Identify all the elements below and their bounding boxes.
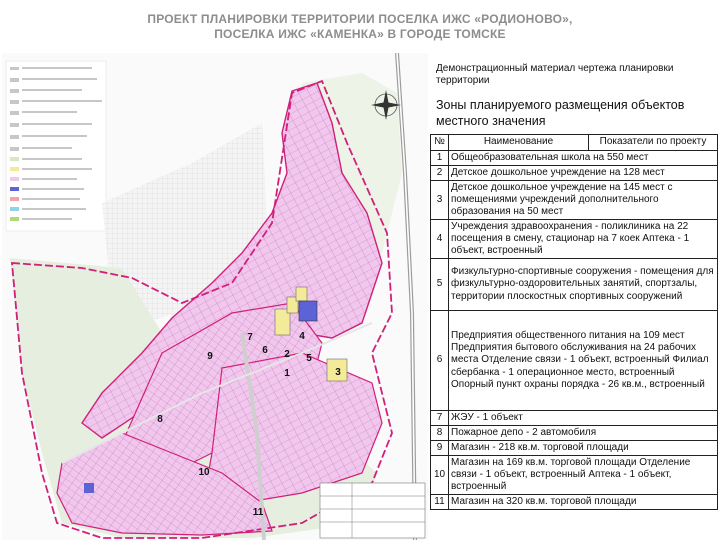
map-title-block xyxy=(320,483,425,538)
table-row xyxy=(431,259,718,311)
table-row xyxy=(431,456,718,495)
planning-map xyxy=(2,53,428,540)
map-label-8: 8 xyxy=(157,414,163,425)
objects-table xyxy=(430,134,718,510)
table-row xyxy=(431,220,718,259)
plot-sports xyxy=(299,301,317,321)
col-name-header: Наименование xyxy=(449,135,589,151)
row-text: Детское дошкольное учреждение на 128 мест xyxy=(449,166,718,181)
row-number: 8 xyxy=(431,426,449,441)
map-label-4: 4 xyxy=(299,331,305,342)
row-text: Предприятия общественного питания на 109 мест Предприятия бытового обслуживания на 24 рабочих места Отделение связи - 1 объект, встроенный Филиал сбербанка - 1 операционное место, встроенный Опорный пункт охраны порядка - 26 кв.м., встроенный xyxy=(449,311,718,411)
row-text: Магазин на 320 кв.м. торговой площади xyxy=(449,495,718,510)
table-row xyxy=(431,495,718,510)
map-label-2: 2 xyxy=(284,349,290,360)
row-text: Общеобразовательная школа на 550 мест xyxy=(449,151,718,166)
demo-note: Демонстрационный материал чертежа планировки территории xyxy=(436,63,674,86)
row-text: Магазин на 169 кв.м. торговой площади Отделение связи - 1 объект, встроенный Аптека - 1 объект, встроенный xyxy=(449,456,718,495)
col-indicators-header: Показатели по проекту xyxy=(589,135,718,151)
row-text: ЖЭУ - 1 объект xyxy=(449,411,718,426)
map-label-5: 5 xyxy=(306,353,312,364)
row-number: 3 xyxy=(431,181,449,220)
row-number: 9 xyxy=(431,441,449,456)
zones-heading: Зоны планируемого размещения объектов местного значения xyxy=(436,98,685,128)
document-header xyxy=(0,0,720,52)
row-text: Магазин - 218 кв.м. торговой площади xyxy=(449,441,718,456)
title-line-1: ПРОЕКТ ПЛАНИРОВКИ ТЕРРИТОРИИ ПОСЕЛКА ИЖС «РОДИОНОВО», xyxy=(147,12,573,26)
col-number-header: № xyxy=(431,135,449,151)
table-row xyxy=(431,311,718,411)
map-label-10: 10 xyxy=(198,467,210,478)
row-number: 11 xyxy=(431,495,449,510)
plot-clinic xyxy=(296,287,307,301)
table-header-row xyxy=(431,135,718,151)
table-row xyxy=(431,411,718,426)
map-label-7: 7 xyxy=(247,332,253,343)
row-number: 7 xyxy=(431,411,449,426)
row-number: 5 xyxy=(431,259,449,311)
plot-store-south xyxy=(84,483,94,493)
row-text: Пожарное депо - 2 автомобиля xyxy=(449,426,718,441)
row-number: 4 xyxy=(431,220,449,259)
row-text: Детское дошкольное учреждение на 145 мест с помещениями учреждений дополнительного образования на 50 мест xyxy=(449,181,718,220)
row-text: Физкультурно-спортивные сооружения - помещения для физкультурно-оздоровительных занятий, спортзалы, территории плоскостных спортивных сооружений xyxy=(449,259,718,311)
row-number: 2 xyxy=(431,166,449,181)
objects-panel xyxy=(428,53,718,540)
table-row xyxy=(431,181,718,220)
table-row xyxy=(431,441,718,456)
map-label-1: 1 xyxy=(284,368,290,379)
map-legend xyxy=(6,61,106,231)
table-row xyxy=(431,166,718,181)
map-label-11: 11 xyxy=(252,507,264,518)
title-line-2: ПОСЕЛКА ИЖС «КАМЕНКА» В ГОРОДЕ ТОМСКЕ xyxy=(214,27,506,41)
row-number: 10 xyxy=(431,456,449,495)
map-label-6: 6 xyxy=(262,345,268,356)
table-row xyxy=(431,151,718,166)
row-number: 6 xyxy=(431,311,449,411)
row-number: 1 xyxy=(431,151,449,166)
row-text: Учреждения здравоохранения - поликлиника на 22 посещения в смену, стационар на 7 коек Аптека - 1 объект, встроенный xyxy=(449,220,718,259)
map-label-3: 3 xyxy=(335,367,341,378)
table-row xyxy=(431,426,718,441)
map-label-9: 9 xyxy=(207,351,213,362)
